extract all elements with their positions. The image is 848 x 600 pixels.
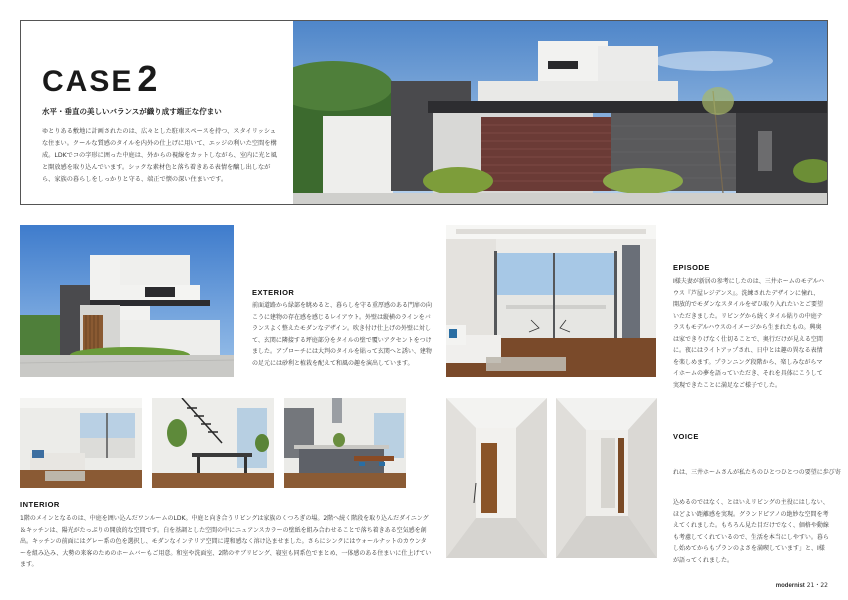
interior-photo-kitchen xyxy=(284,398,406,488)
exterior-text: 前面道路から緑部を眺めると、暮らしを守る重厚感のある門扉の向こうに建物の存在感を感じるレイアウト。外壁は縦横のラインをバランスよく整えたモダンなデザイン。吹き付け仕上げの外壁に対して、玄関に隣接する坪庭部分をタイルの壁で覆いアクセントをつけました。アプローチには大判のタイルを貼って玄関へと誘い、建物の足元には砂利と植栽を配えて和風の趣を演出しています。 xyxy=(252,302,433,367)
episode-photo xyxy=(446,225,656,377)
voice-text: 込めるのではなく、とはいえリビングの主役にはしない、ほどよい距離感を実現。グランドピアノの絶妙な空間を考えてくれました。もちろん見た目だけでなく、価格や動線も考慮してくれているので、生活を本当にしやすい。暮らし始めてからもプランのよさを満喫しています」と、I様が語ってくれました。 xyxy=(673,499,829,564)
case-subtitle: 水平・垂直の美しいバランスが織り成す端正な佇まい xyxy=(42,107,222,116)
episode-heading: EPISODE xyxy=(673,263,710,272)
exterior-heading: EXTERIOR xyxy=(252,288,295,297)
case-number: 2 xyxy=(137,58,160,99)
interior-photo-dining xyxy=(152,398,274,488)
footer-brand: modernist xyxy=(775,583,805,589)
interior-photo-living xyxy=(20,398,142,488)
voice-heading: VOICE xyxy=(673,432,699,441)
case-label: CASE xyxy=(42,65,134,98)
voice-photo-hallway xyxy=(556,398,657,558)
episode-text: I様夫妻が新居の参考にしたのは、三井ホームのモデルハウス『芦屋レジデンス』。洗練されたデザインに憧れ、開放的でモダンなスタイルをぜひ取り入れたいとご要望いただきました。リビングから続くタイル貼りの中庭テラスもモデルハウスのイメージから生まれたもの。興奥は家できりげなく仕切ることで、奥行だけが見える空間に。夜にはライトアップされ、日中とは趣の異なる表情を楽しめます。プランニング段階から、楽しみながらマイホームの夢を語っていただき、それを具体にこうして実現できたことに満足なご様子でした。 xyxy=(673,278,825,389)
interior-text: 1階のメインとなるのは、中庭を囲い込んだワンルームのLDK。中庭と向き合うリビングは家族のくつろぎの場。2階へ続く階段を取り込んだダイニング＆キッチンは、陽光がたっぷりの開放的な空間です。白を基調とした空間の中にニュアンスカラーの壁紙を組み合わせることで落ち着きある空気感を創出。キッチンの前面にはグレー系の色を選択し、モダンなインテリア空間に違和感なく溶け込ませました。さらにシンクにはウォールナットのカウンターを組み込み、大勢の来客のためのホームバーもご用意。和室や洗面室、2階のサブリビング、寝室も同系色でまとめ、一体感のある住まいに仕上げています。 xyxy=(20,515,432,568)
interior-heading: INTERIOR xyxy=(20,500,60,509)
voice-photo-entrance xyxy=(446,398,547,558)
hero-photo xyxy=(293,21,827,204)
exterior-photo xyxy=(20,225,234,377)
page-footer xyxy=(776,580,828,589)
lead-paragraph: ゆとりある敷地に計画されたのは、広々とした駐車スペースを持つ、スタイリッシュな住まい。クールな質感のタイルを内外の仕上げに用いて、エッジの利いた空間を構成。LDKでコの字形に囲った中庭は、外からの視線をカットしながら、室内に光と風と開放感を取り込んでいます。シックな素材色と落ち着きある表情を醸し出しながら、家族の暮らしをしっかりと守る、端正で懐の深い住まいです。 xyxy=(42,128,277,183)
footer-pages: 21・22 xyxy=(806,582,828,589)
voice-text-top: れは、三井ホームさんが私たちのひとつひとつの要望に歩び寄 xyxy=(673,469,841,476)
case-title xyxy=(42,58,159,100)
